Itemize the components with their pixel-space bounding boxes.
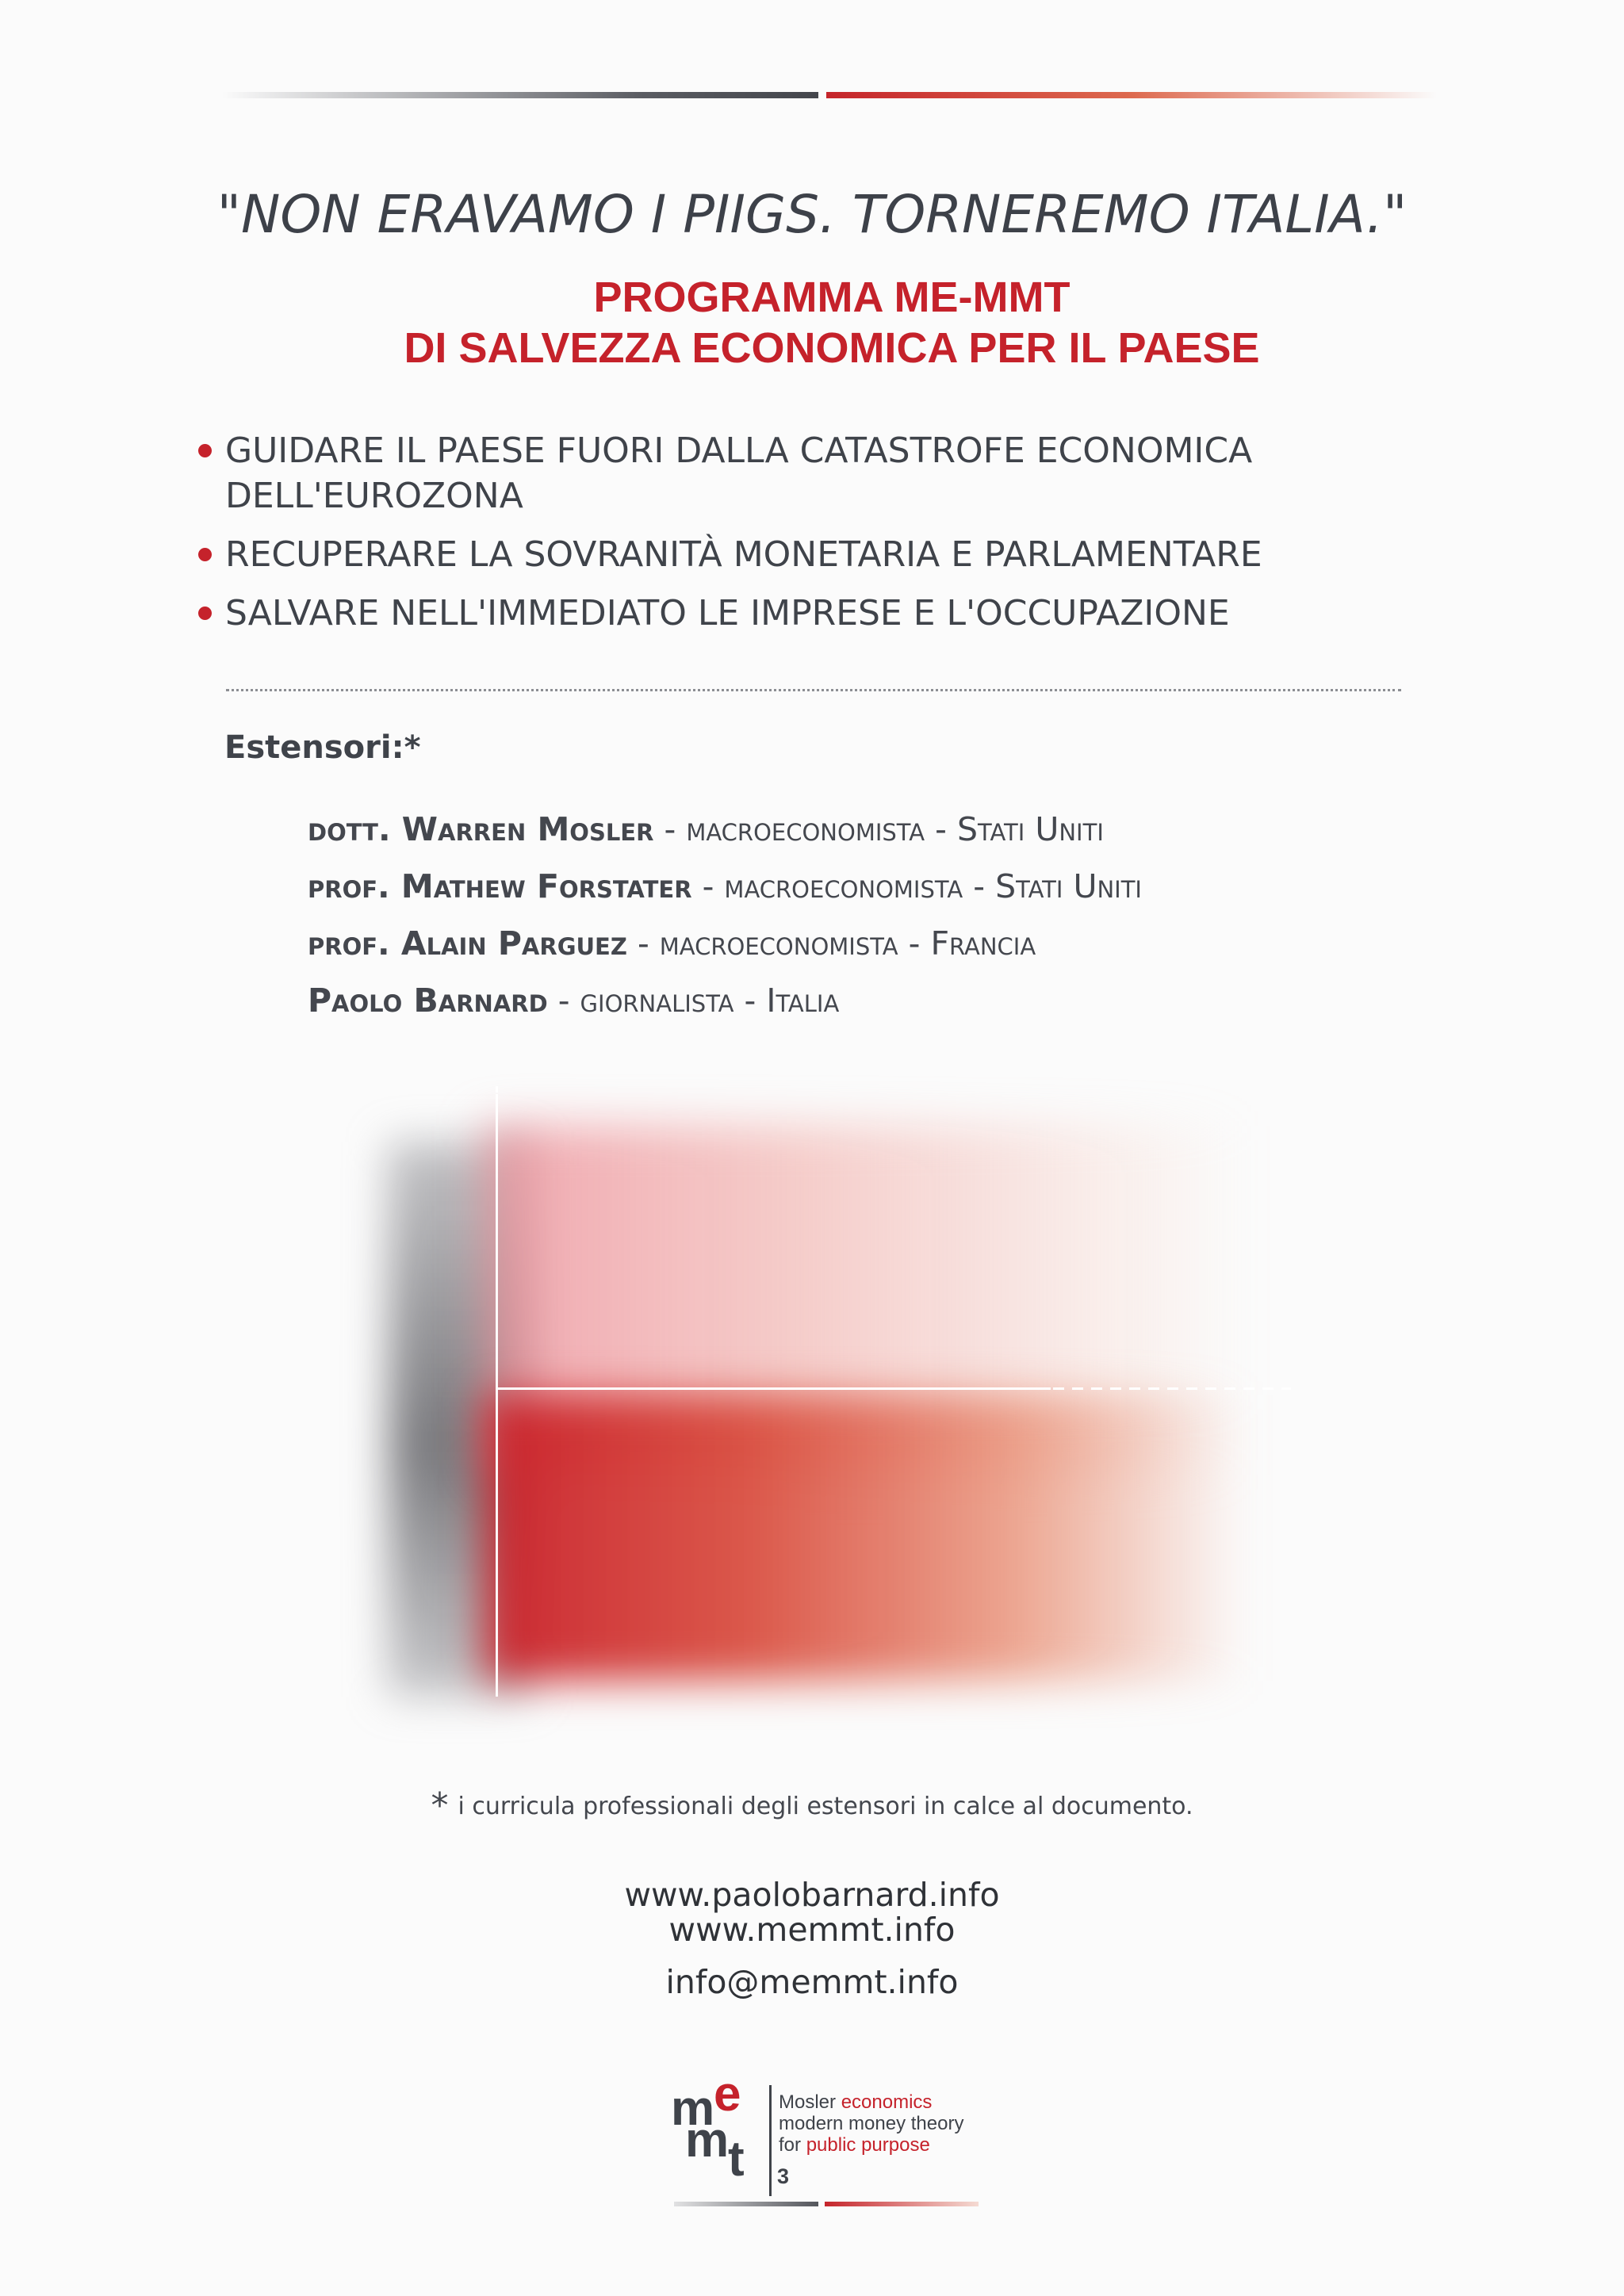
author-row: prof. Mathew Forstater - macroeconomista - Stati Uniti xyxy=(308,867,1142,905)
tagline-accent: economics xyxy=(841,2091,933,2113)
logo-divider xyxy=(769,2085,772,2196)
goal-item xyxy=(198,591,1435,636)
author-role: giornalista xyxy=(580,982,734,1020)
logo-letter: e xyxy=(714,2067,739,2122)
blur-red-band xyxy=(484,1395,1245,1681)
authors-list xyxy=(308,801,1142,1029)
footnote-text: i curricula professionali degli estensori in calce al documento. xyxy=(458,1793,1193,1820)
author-country: Francia xyxy=(930,924,1036,962)
author-country: Stati Uniti xyxy=(956,810,1104,848)
top-rule-grey xyxy=(222,92,818,98)
logo-tagline xyxy=(779,2091,963,2156)
link-memmt[interactable]: www.memmt.info xyxy=(668,1911,956,1949)
footnote-star: * xyxy=(431,1785,449,1826)
email-link[interactable]: info@memmt.info xyxy=(665,1963,959,2001)
contact-links xyxy=(0,1877,1624,1999)
logo-letter: m xyxy=(685,2113,727,2168)
subtitle-line-1: PROGRAMMA ME-MMT xyxy=(593,274,1071,321)
link-paolobarnard[interactable]: www.paolobarnard.info xyxy=(624,1876,1000,1914)
logo-letter: t xyxy=(728,2132,742,2187)
author-name: prof. Alain Parguez xyxy=(308,924,627,962)
author-name: Paolo Barnard xyxy=(308,982,548,1020)
tagline-text: Mosler xyxy=(779,2091,841,2113)
bottom-rule-red xyxy=(825,2202,979,2206)
vertical-line xyxy=(496,1094,498,1697)
goal-item xyxy=(198,532,1435,577)
memmt-logo-mark xyxy=(671,2067,766,2202)
decorative-blur-graphic xyxy=(365,1078,1300,1712)
logo-letter: m xyxy=(671,2081,713,2136)
goals-list xyxy=(198,428,1435,649)
author-name: prof. Mathew Forstater xyxy=(308,867,692,905)
footnote xyxy=(0,1785,1624,1826)
authors-heading: Estensori:* xyxy=(224,729,421,766)
author-role: macroeconomista xyxy=(659,924,898,962)
tagline-text: for xyxy=(779,2134,806,2156)
page-number: 3 xyxy=(777,2164,790,2188)
bullet-dot-icon xyxy=(198,607,212,620)
horizontal-line xyxy=(496,1387,1051,1390)
subtitle-line-2: DI SALVEZZA ECONOMICA PER IL PAESE xyxy=(404,324,1260,372)
author-row: Paolo Barnard - giornalista - Italia xyxy=(308,982,840,1020)
author-row: dott. Warren Mosler - macroeconomista - Stati Uniti xyxy=(308,810,1104,848)
author-row: prof. Alain Parguez - macroeconomista - Francia xyxy=(308,924,1036,962)
goal-text: RECUPERARE LA SOVRANITÀ MONETARIA E PARLAMENTARE xyxy=(225,534,1262,575)
bullet-dot-icon xyxy=(198,548,212,561)
horizontal-dashed-line xyxy=(1053,1387,1291,1390)
tagline-accent: public purpose xyxy=(806,2134,930,2156)
goal-text: SALVARE NELL'IMMEDIATO LE IMPRESE E L'OCCUPAZIONE xyxy=(225,593,1230,633)
bullet-dot-icon xyxy=(198,444,212,457)
dotted-divider xyxy=(226,689,1401,691)
author-role: macroeconomista xyxy=(686,810,925,848)
goal-text: GUIDARE IL PAESE FUORI DALLA CATASTROFE ECONOMICA DELL'EUROZONA xyxy=(225,430,1253,516)
goal-item xyxy=(198,428,1435,519)
author-country: Stati Uniti xyxy=(995,867,1142,905)
tagline-text: modern money theory xyxy=(779,2113,964,2134)
author-role: macroeconomista xyxy=(724,867,963,905)
author-country: Italia xyxy=(766,982,840,1020)
page-title: "NON ERAVAMO I PIIGS. TORNEREMO ITALIA." xyxy=(216,184,1408,245)
bottom-rule-grey xyxy=(674,2202,818,2206)
memmt-logo xyxy=(671,2067,988,2196)
top-rule-red xyxy=(826,92,1437,98)
author-name: dott. Warren Mosler xyxy=(308,810,654,848)
